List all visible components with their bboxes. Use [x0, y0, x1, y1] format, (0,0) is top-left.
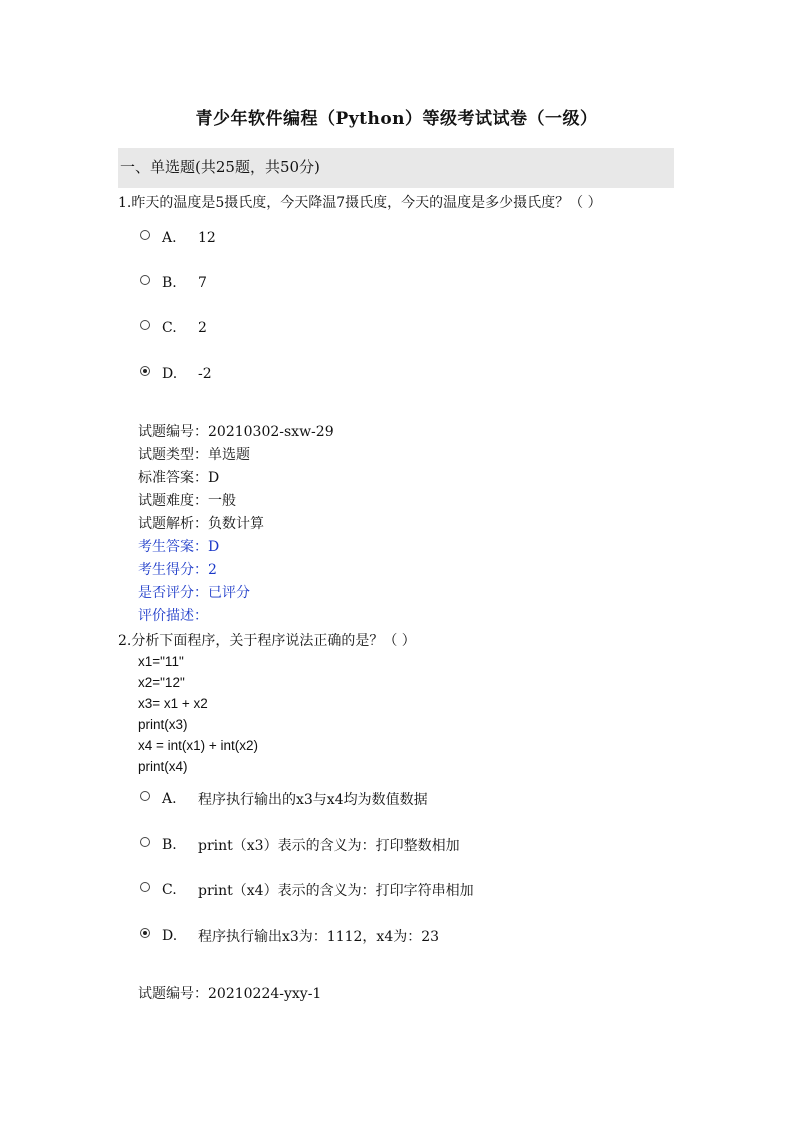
evaluation-description: 评价描述： — [138, 608, 208, 624]
option-letter: A. — [162, 230, 177, 246]
student-answer: 考生答案：D — [138, 539, 220, 555]
option-text: 2 — [198, 320, 207, 336]
q1-option-a[interactable] — [140, 228, 216, 248]
question-analysis: 试题解析：负数计算 — [138, 516, 264, 532]
option-letter: D. — [162, 366, 178, 382]
code-line: x4 = int(x1) + int(x2) — [138, 738, 259, 753]
student-score: 考生得分：2 — [138, 562, 217, 578]
q2-option-c[interactable] — [140, 880, 474, 900]
graded-status: 是否评分：已评分 — [138, 585, 250, 601]
radio-icon[interactable] — [140, 882, 150, 892]
q2-info — [138, 983, 321, 1006]
q2-option-b[interactable] — [140, 835, 460, 855]
standard-answer: 标准答案：D — [138, 470, 220, 486]
code-block — [138, 651, 258, 777]
option-letter: B. — [162, 837, 177, 853]
option-letter: C. — [162, 320, 177, 336]
radio-icon[interactable] — [140, 230, 150, 240]
exam-title: 青少年软件编程（Python）等级考试试卷（一级） — [195, 109, 598, 129]
q2-option-a[interactable] — [140, 789, 428, 809]
code-line: x3= x1 + x2 — [138, 696, 208, 711]
question-2-stem: 2.分析下面程序，关于程序说法正确的是？（ ） — [118, 633, 416, 649]
option-text: 12 — [198, 230, 216, 246]
q1-option-d[interactable] — [140, 364, 212, 384]
q1-option-b[interactable] — [140, 273, 207, 293]
question-difficulty: 试题难度：一般 — [138, 493, 236, 509]
radio-selected-icon[interactable] — [140, 928, 150, 938]
q2-option-d[interactable] — [140, 926, 439, 946]
radio-icon[interactable] — [140, 320, 150, 330]
code-line: print(x4) — [138, 759, 188, 774]
code-line: x1="11" — [138, 654, 184, 669]
option-text: print（x3）表示的含义为：打印整数相加 — [198, 838, 460, 854]
option-text: 程序执行输出x3为：1112，x4为：23 — [198, 929, 440, 945]
code-line: x2="12" — [138, 675, 185, 690]
code-line: print(x3) — [138, 717, 188, 732]
option-letter: B. — [162, 275, 177, 291]
question-1-stem: 1.昨天的温度是5摄氏度，今天降温7摄氏度，今天的温度是多少摄氏度？（ ） — [118, 195, 602, 211]
radio-icon[interactable] — [140, 791, 150, 801]
question-type: 试题类型：单选题 — [138, 447, 250, 463]
question-id: 试题编号：20210302-sxw-29 — [138, 424, 334, 440]
option-letter: A. — [162, 791, 177, 807]
radio-selected-icon[interactable] — [140, 366, 150, 376]
question-id: 试题编号：20210224-yxy-1 — [138, 986, 322, 1002]
radio-icon[interactable] — [140, 275, 150, 285]
option-text: 程序执行输出的x3与x4均为数值数据 — [198, 792, 428, 808]
option-text: print（x4）表示的含义为：打印字符串相加 — [198, 883, 474, 899]
q1-info — [138, 421, 334, 628]
option-letter: D. — [162, 928, 178, 944]
option-text: 7 — [198, 275, 207, 291]
section-title: 一、单选题(共25题，共50分) — [120, 158, 320, 176]
radio-icon[interactable] — [140, 837, 150, 847]
option-text: -2 — [198, 366, 212, 382]
q1-option-c[interactable] — [140, 318, 207, 338]
option-letter: C. — [162, 882, 177, 898]
